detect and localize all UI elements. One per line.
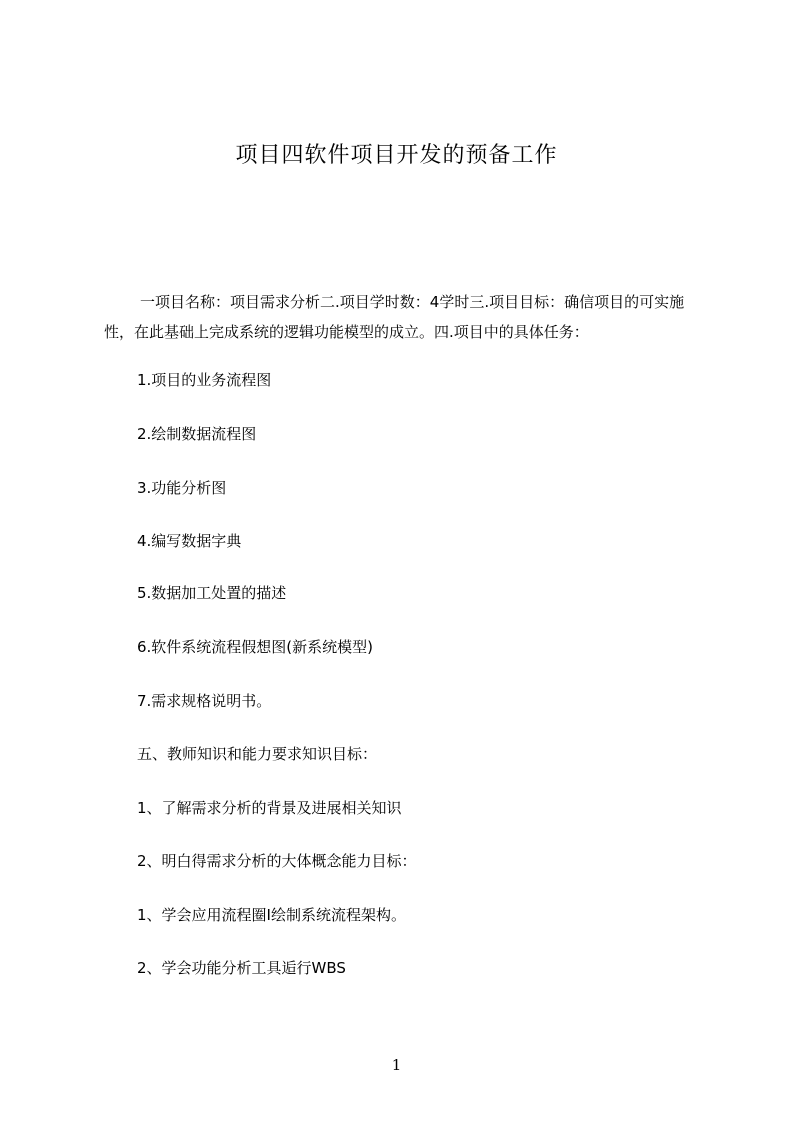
list-item: 2、学会功能分析工具逅行WBS (137, 959, 346, 977)
list-item: 1.项目的业务流程图 (137, 371, 272, 389)
list-item: 1、学会应用流程圈I绘制系统流程架构。 (137, 906, 406, 924)
list-item: 6.软件系统流程假想图(新系统模型) (137, 638, 374, 656)
section-heading: 五、教师知识和能力要求知识目标： (137, 745, 378, 763)
intro-paragraph: 一项目名称：项目需求分析二.项目学时数：4学时三.项目目标：确信项目的可实施性，在此基础上完成系统的逻辑功能模型的成立。四.项目中的具体任务： (104, 293, 685, 341)
list-item: 2.绘制数据流程图 (137, 425, 257, 443)
list-item: 4.编写数据字典 (137, 532, 242, 550)
list-item: 1、了解需求分析的背景及进展相关知识 (137, 799, 402, 817)
page-number: 1 (391, 1056, 402, 1074)
list-item: 5.数据加工处置的描述 (137, 584, 287, 602)
list-item: 2、明白得需求分析的大体概念能力目标： (137, 852, 417, 870)
list-item: 7.需求规格说明书。 (137, 692, 272, 710)
document-title: 项目四软件项目开发的预备工作 (235, 143, 558, 168)
list-item: 3.功能分析图 (137, 479, 227, 497)
